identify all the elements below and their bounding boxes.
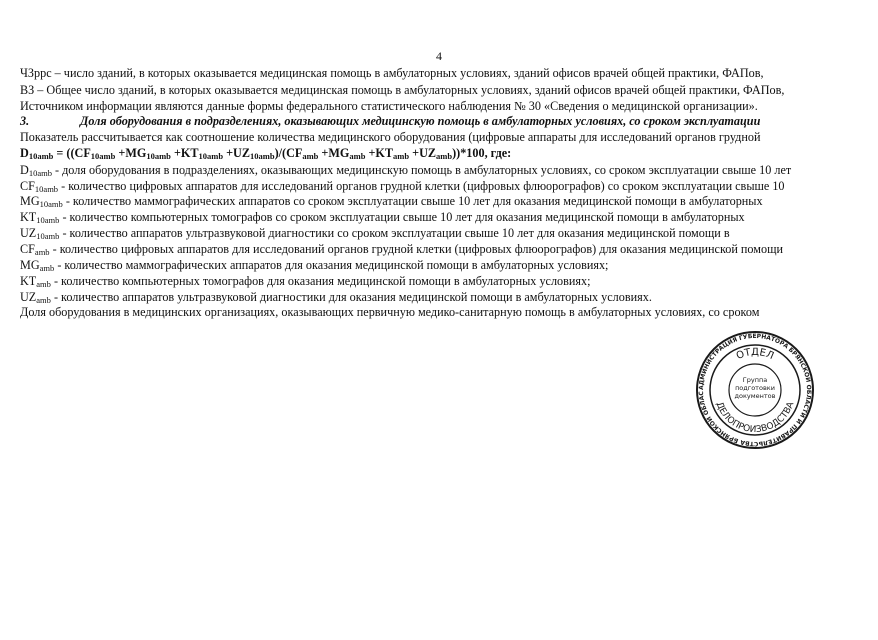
- section-title: Доля оборудования в подразделениях, оказывающих медицинскую помощь в амбулаторных условиях, со сроком эксплуатации: [80, 114, 761, 128]
- stamp-arc-bottom: ДЕЛОПРОИЗВОДСТВА: [713, 400, 797, 436]
- formula: $D_{10amb} = ((CF_{10amb} +MG_{10amb} +KT_{10amb} +UZ_{10amb})/(CF_{amb} +MG_{amb} +KT_{amb} +UZ_{amb}))*100$, где:: [20, 146, 512, 161]
- stamp-graphic: [695, 330, 815, 450]
- section-number: 3.: [20, 114, 30, 128]
- definition-line: $D_{10amb}$ - доля оборудования в подразделениях, оказывающих медицинскую помощь в амбулаторных условиях, со сроком эксплуатации свыше 10 лет: [20, 163, 792, 178]
- text-line: Доля оборудования в медицинских организациях, оказывающих первичную медико-санитарную помощь в амбулаторных условиях, со сроком: [20, 305, 760, 319]
- page-number: 4: [436, 49, 442, 63]
- stamp-outer-text: АДМИНИСТРАЦИЯ ГУБЕРНАТОРА БРЯНСКОЙ ОБЛАСТИ И ПРАВИТЕЛЬСТВА БРЯНСКОЙ ОБЛАС: [697, 332, 813, 448]
- text-line: ВЗ – Общее число зданий, в которых оказывается медицинская помощь в амбулаторных условиях, зданий офисов врачей общей практики, ФАПов,: [20, 83, 785, 97]
- definition-line: $KT_{10amb}$ - количество компьютерных томографов со сроком эксплуатации свыше 10 лет для оказания медицинской помощи в амбулаторных: [20, 210, 745, 225]
- stamp-arc-top: ОТДЕЛ: [734, 347, 776, 363]
- definition-line: $KT_{amb}$ - количество компьютерных томографов для оказания медицинской помощи в амбулаторных условиях;: [20, 274, 591, 289]
- text-line: Показатель рассчитывается как соотношение количества медицинского оборудования (цифровые аппараты для исследований органов грудной: [20, 130, 761, 144]
- definition-line: $MG_{amb}$ - количество маммографических аппаратов для оказания медицинской помощи в амбулаторных условиях;: [20, 258, 609, 273]
- definition-line: $CF_{10amb}$ - количество цифровых аппаратов для исследований органов грудной клетки (цифровых флюорографов) со сроком эксплуатации свыше 10: [20, 179, 785, 194]
- official-stamp: [695, 330, 815, 450]
- definition-line: $MG_{10amb}$ - количество маммографических аппаратов со сроком эксплуатации свыше 10 лет для оказания медицинской помощи в амбулаторных: [20, 194, 763, 209]
- section-heading: [20, 114, 760, 129]
- definition-line: $UZ_{amb}$ - количество аппаратов ультразвуковой диагностики для оказания медицинской помощи в амбулаторных условиях.: [20, 290, 652, 305]
- stamp-center-text: Группа подготовки документов: [734, 376, 776, 400]
- definition-line: $UZ_{10amb}$ - количество аппаратов ультразвуковой диагностики со сроком эксплуатации свыше 10 лет для оказания медицинской помощи в: [20, 226, 730, 241]
- text-line: Источником информации являются данные формы федерального статистического наблюдения № 30 «Сведения о медицинской организации».: [20, 99, 758, 113]
- definition-line: $CF_{amb}$ - количество цифровых аппаратов для исследований органов грудной клетки (цифровых флюорографов) для оказания медицинской помощи: [20, 242, 784, 257]
- text-line: ЧЗрpс – число зданий, в которых оказывается медицинская помощь в амбулаторных условиях, зданий офисов врачей общей практики, ФАПов,: [20, 66, 764, 80]
